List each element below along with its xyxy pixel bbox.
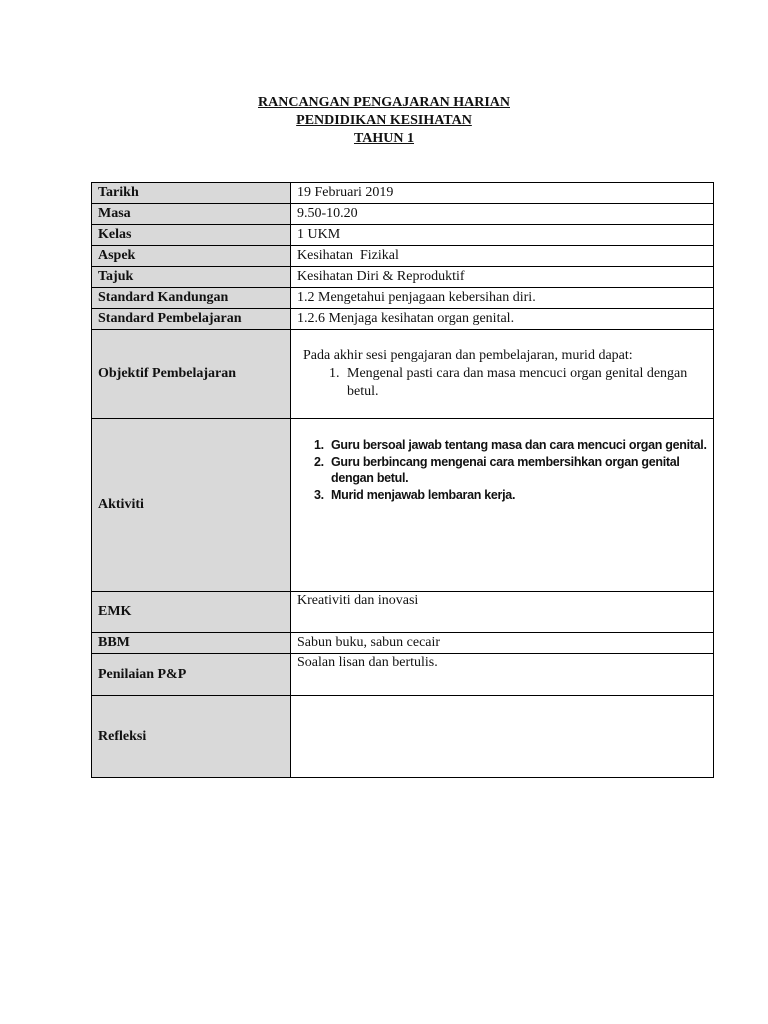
row-bbm <box>92 633 714 654</box>
row-aspek <box>92 246 714 267</box>
value-refleksi <box>291 696 714 778</box>
label-standard-pembelajaran: Standard Pembelajaran <box>92 309 291 330</box>
row-penilaian <box>92 654 714 696</box>
value-objektif <box>291 330 714 419</box>
label-emk: EMK <box>92 592 291 633</box>
document-subject: PENDIDIKAN KESIHATAN <box>296 113 472 128</box>
row-objektif <box>92 330 714 419</box>
objektif-intro: Pada akhir sesi pengajaran dan pembelajaran, murid dapat: <box>303 348 633 363</box>
value-emk: Kreativiti dan inovasi <box>291 592 714 633</box>
list-item: 1. Mengenal pasti cara dan masa mencuci organ genital dengan betul. <box>343 365 707 401</box>
value-kelas: 1 UKM <box>291 225 714 246</box>
row-standard-kandungan <box>92 288 714 309</box>
value-tajuk: Kesihatan Diri & Reproduktif <box>291 267 714 288</box>
document-year: TAHUN 1 <box>353 131 415 146</box>
label-kelas: Kelas <box>92 225 291 246</box>
value-tarikh: 19 Februari 2019 <box>291 183 714 204</box>
value-standard-kandungan: 1.2 Mengetahui penjagaan kebersihan diri. <box>291 288 714 309</box>
row-tajuk <box>92 267 714 288</box>
document-title: RANCANGAN PENGAJARAN HARIAN <box>258 95 510 110</box>
row-standard-pembelajaran <box>92 309 714 330</box>
lesson-plan-table <box>91 182 714 778</box>
label-aspek: Aspek <box>92 246 291 267</box>
value-bbm: Sabun buku, sabun cecair <box>291 633 714 654</box>
document-header <box>0 94 768 148</box>
label-refleksi: Refleksi <box>92 696 291 778</box>
row-tarikh <box>92 183 714 204</box>
label-tajuk: Tajuk <box>92 267 291 288</box>
label-masa: Masa <box>92 204 291 225</box>
value-standard-pembelajaran: 1.2.6 Menjaga kesihatan organ genital. <box>291 309 714 330</box>
row-emk <box>92 592 714 633</box>
value-penilaian: Soalan lisan dan bertulis. <box>291 654 714 696</box>
label-aktiviti: Aktiviti <box>92 419 291 592</box>
objektif-list <box>297 365 707 401</box>
list-item: 3. Murid menjawab lembaran kerja. <box>327 487 707 504</box>
label-standard-kandungan: Standard Kandungan <box>92 288 291 309</box>
aktiviti-list <box>297 437 707 503</box>
row-aktiviti <box>92 419 714 592</box>
label-bbm: BBM <box>92 633 291 654</box>
label-penilaian: Penilaian P&P <box>92 654 291 696</box>
value-aktiviti <box>291 419 714 592</box>
row-kelas <box>92 225 714 246</box>
row-refleksi <box>92 696 714 778</box>
value-aspek: Kesihatan Fizikal <box>291 246 714 267</box>
list-item: 2. Guru berbincang mengenai cara membersihkan organ genital dengan betul. <box>327 454 707 487</box>
label-objektif: Objektif Pembelajaran <box>92 330 291 419</box>
label-tarikh: Tarikh <box>92 183 291 204</box>
row-masa <box>92 204 714 225</box>
value-masa: 9.50-10.20 <box>291 204 714 225</box>
list-item: 1. Guru bersoal jawab tentang masa dan cara mencuci organ genital. <box>327 437 707 454</box>
